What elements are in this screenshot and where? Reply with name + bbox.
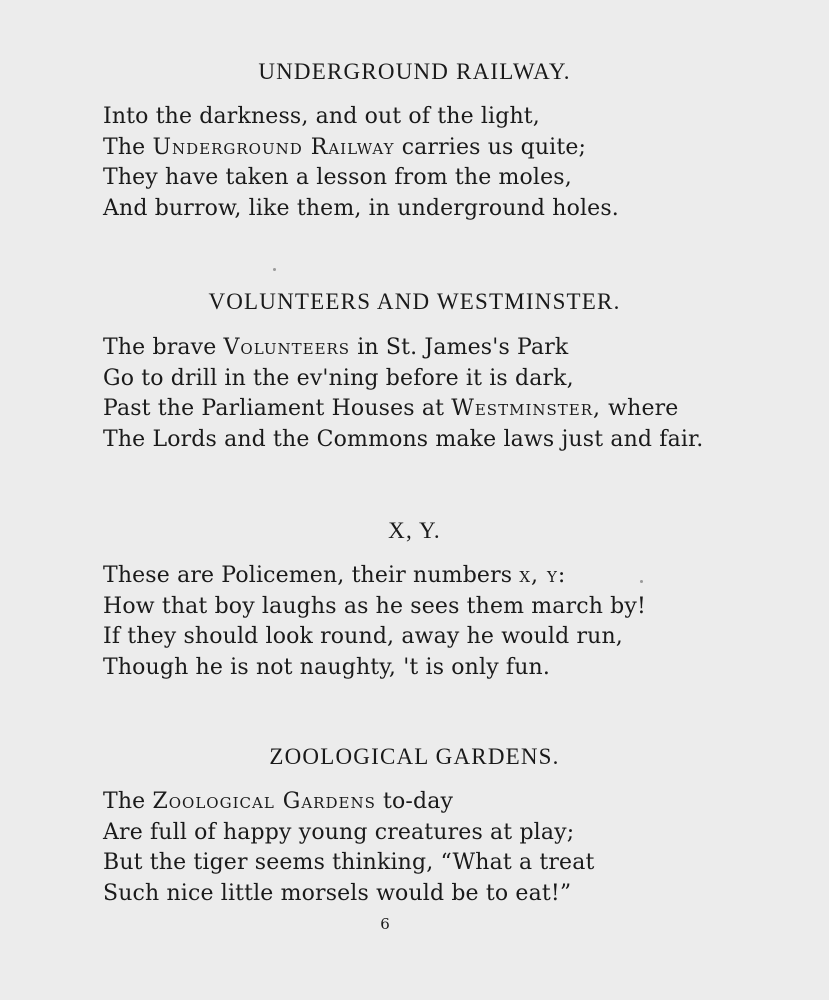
verse-text: carries us quite; bbox=[394, 134, 587, 160]
verse-small-caps: Zoological Gardens bbox=[152, 789, 376, 814]
verse-small-caps: Westminster, bbox=[451, 396, 602, 421]
verse-line: Into the darkness, and out of the light, bbox=[103, 104, 540, 129]
verse-line: If they should look round, away he would run, bbox=[103, 624, 623, 649]
verse-small-caps: Underground Railway bbox=[152, 134, 395, 160]
verse-small-caps: x, y bbox=[519, 563, 558, 588]
verse-line: They have taken a lesson from the moles, bbox=[103, 165, 572, 190]
verse-text: Past the Parliament Houses at bbox=[103, 396, 452, 421]
section-title-x-y: X, Y. bbox=[388, 518, 441, 543]
verse-text: These are Policemen, their numbers bbox=[103, 563, 520, 588]
verse-line: Go to drill in the ev'ning before it is dark, bbox=[103, 365, 574, 391]
verse-text: The bbox=[103, 134, 153, 160]
verse-line: And burrow, like them, in underground holes. bbox=[103, 195, 619, 221]
section-title-underground-railway: UNDERGROUND RAILWAY. bbox=[258, 59, 571, 84]
verse-line bbox=[103, 333, 703, 364]
verse-line: Though he is not naughty, 't is only fun. bbox=[103, 654, 550, 680]
verse-line bbox=[103, 394, 703, 425]
verse-text: to-day bbox=[375, 789, 454, 814]
section-title-volunteers-and-westminster: VOLUNTEERS AND WESTMINSTER. bbox=[208, 289, 621, 314]
paper-speck bbox=[273, 268, 276, 271]
stanza-x-y bbox=[103, 561, 646, 683]
verse-line bbox=[103, 133, 619, 164]
section-title-zoological-gardens: ZOOLOGICAL GARDENS. bbox=[269, 744, 560, 769]
stanza-underground-railway bbox=[103, 102, 619, 224]
verse-line: How that boy laughs as he sees them march by! bbox=[103, 593, 646, 619]
verse-line: The Lords and the Commons make laws just and fair. bbox=[103, 426, 704, 452]
verse-text: The bbox=[103, 789, 153, 814]
stanza-volunteers-and-westminster bbox=[103, 333, 703, 455]
verse-line: Such nice little morsels would be to eat!” bbox=[103, 880, 572, 906]
verse-text: The brave bbox=[103, 335, 224, 360]
verse-text: in St. James's Park bbox=[350, 335, 569, 360]
stanza-zoological-gardens bbox=[103, 787, 594, 909]
verse-text: : bbox=[557, 563, 566, 588]
verse-line bbox=[103, 787, 594, 818]
verse-text: where bbox=[601, 396, 679, 421]
verse-line: Are full of happy young creatures at play; bbox=[103, 819, 575, 845]
verse-line bbox=[103, 561, 646, 592]
paper-speck bbox=[640, 580, 643, 583]
page-number: 6 bbox=[380, 915, 390, 933]
verse-line: But the tiger seems thinking, “What a treat bbox=[103, 850, 595, 875]
verse-small-caps: Volunteers bbox=[223, 335, 351, 360]
